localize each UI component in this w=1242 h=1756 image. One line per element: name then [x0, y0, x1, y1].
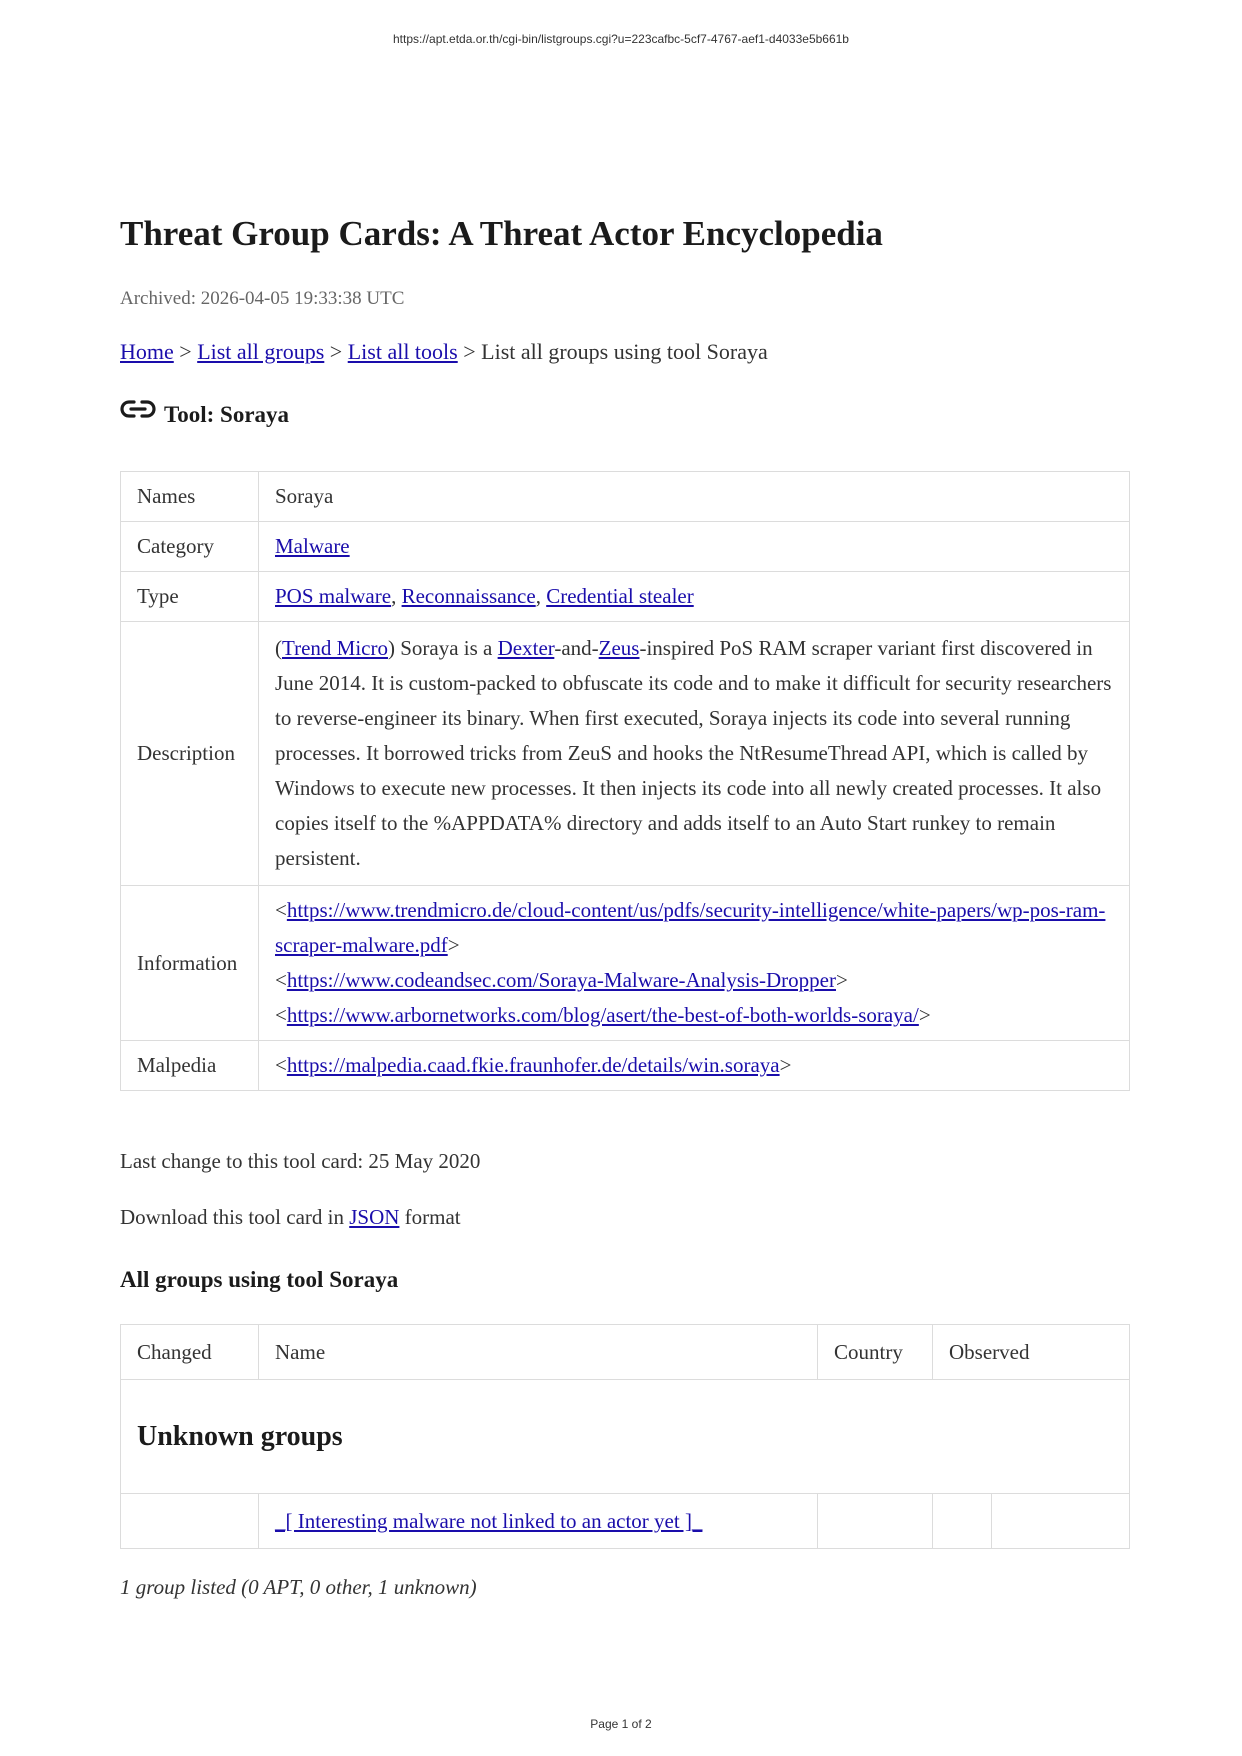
cell-name [259, 1494, 818, 1549]
header-changed: Changed [121, 1325, 259, 1380]
malpedia-cell [259, 1041, 1130, 1091]
download-prefix: Download this tool card in [120, 1205, 350, 1229]
description-cell [259, 622, 1130, 886]
header-country: Country [818, 1325, 933, 1380]
observed-subcell-empty [992, 1494, 1129, 1548]
desc-text: -inspired PoS RAM scraper variant first discovered in June 2014. It is custom-packed to obfuscate its code and to make it difficult for security researchers to reverse-engineer its binary. When first executed, Soraya injects its code into several running processes. It borrowed tricks from ZeuS and hooks the NtResumeThread API, which is called by Windows to execute new processes. It then injects its code into all newly created processes. It also copies itself to the %APPDATA% directory and adds itself to an Auto Start runkey to remain persistent. [275, 636, 1112, 870]
tool-heading [120, 402, 289, 428]
section-row [121, 1380, 1130, 1494]
groups-summary: 1 group listed (0 APT, 0 other, 1 unknown) [120, 1575, 477, 1599]
groups-table [120, 1324, 1130, 1549]
cell-observed [933, 1494, 1130, 1549]
header-observed: Observed [933, 1325, 1130, 1380]
names-value: Soraya [259, 472, 1130, 522]
table-row [121, 622, 1130, 886]
table-row [121, 1494, 1130, 1549]
malpedia-label: Malpedia [121, 1041, 259, 1091]
breadcrumb-separator: > [463, 339, 476, 364]
information-label: Information [121, 886, 259, 1041]
json-download-link[interactable]: JSON [349, 1205, 400, 1229]
header-name: Name [259, 1325, 818, 1380]
breadcrumb-current: List all groups using tool Soraya [481, 339, 768, 364]
angle-open: < [275, 1003, 287, 1027]
table-row [121, 886, 1130, 1041]
category-link[interactable]: Malware [275, 534, 350, 558]
angle-open: < [275, 898, 287, 922]
angle-close: > [779, 1053, 792, 1077]
last-change-text: Last change to this tool card: 25 May 2020 [120, 1149, 481, 1173]
type-link-reconnaissance[interactable]: Reconnaissance [401, 584, 536, 608]
dexter-link[interactable]: Dexter [497, 636, 555, 660]
angle-close: > [918, 1003, 931, 1027]
type-separator: , [391, 584, 397, 608]
page-url-header: https://apt.etda.or.th/cgi-bin/listgroups.cgi?u=223cafbc-5cf7-4767-aef1-d4033e5b661b [393, 32, 849, 46]
page-footer: Page 1 of 2 [590, 1717, 652, 1731]
breadcrumb-home-link[interactable]: Home [120, 339, 174, 364]
breadcrumb-groups-link[interactable]: List all groups [197, 339, 325, 364]
table-header-row [121, 1325, 1130, 1380]
malpedia-link[interactable]: https://malpedia.caad.fkie.fraunhofer.de/details/win.soraya [286, 1053, 780, 1077]
cell-country [818, 1494, 933, 1549]
groups-heading: All groups using tool Soraya [120, 1267, 399, 1292]
angle-open: < [275, 968, 287, 992]
type-cell [259, 572, 1130, 622]
angle-close: > [835, 968, 848, 992]
type-label: Type [121, 572, 259, 622]
group-link[interactable]: _[ Interesting malware not linked to an actor yet ]_ [275, 1508, 703, 1533]
download-suffix: format [399, 1205, 461, 1229]
type-link-credential-stealer[interactable]: Credential stealer [546, 584, 694, 608]
names-label: Names [121, 472, 259, 522]
information-cell [259, 886, 1130, 1041]
breadcrumb-separator: > [179, 339, 192, 364]
information-link-codeandsec[interactable]: https://www.codeandsec.com/Soraya-Malware-Analysis-Dropper [286, 968, 836, 992]
table-row [121, 1041, 1130, 1091]
tool-info-table [120, 471, 1130, 1091]
angle-open: < [275, 1053, 287, 1077]
link-icon [120, 398, 156, 420]
tool-heading-text: Tool: Soraya [164, 402, 290, 427]
category-label: Category [121, 522, 259, 572]
desc-text: ) Soraya is a [387, 636, 498, 660]
table-row [121, 522, 1130, 572]
desc-text: -and- [554, 636, 599, 660]
observed-subcell [933, 1494, 992, 1548]
description-label: Description [121, 622, 259, 886]
download-line [120, 1205, 461, 1230]
cell-changed [121, 1494, 259, 1549]
type-separator: , [535, 584, 541, 608]
category-cell [259, 522, 1130, 572]
type-link-pos-malware[interactable]: POS malware [275, 584, 392, 608]
information-link-arbornetworks[interactable]: https://www.arbornetworks.com/blog/asert/the-best-of-both-worlds-soraya/ [286, 1003, 919, 1027]
trend-micro-link[interactable]: Trend Micro [282, 636, 388, 660]
section-unknown-groups: Unknown groups [121, 1380, 1130, 1494]
page-title: Threat Group Cards: A Threat Actor Encyclopedia [120, 214, 883, 253]
zeus-link[interactable]: Zeus [598, 636, 640, 660]
table-row [121, 472, 1130, 522]
breadcrumb-tools-link[interactable]: List all tools [347, 339, 458, 364]
angle-close: > [447, 933, 460, 957]
desc-paren: ( [275, 636, 282, 660]
archived-timestamp: Archived: 2026-04-05 19:33:38 UTC [120, 288, 405, 309]
breadcrumb [120, 339, 768, 365]
breadcrumb-separator: > [329, 339, 343, 364]
table-row [121, 572, 1130, 622]
information-link-trendmicro[interactable]: https://www.trendmicro.de/cloud-content/us/pdfs/security-intelligence/white-papers/wp-pos-ram-scraper-malware.pdf [275, 898, 1106, 957]
